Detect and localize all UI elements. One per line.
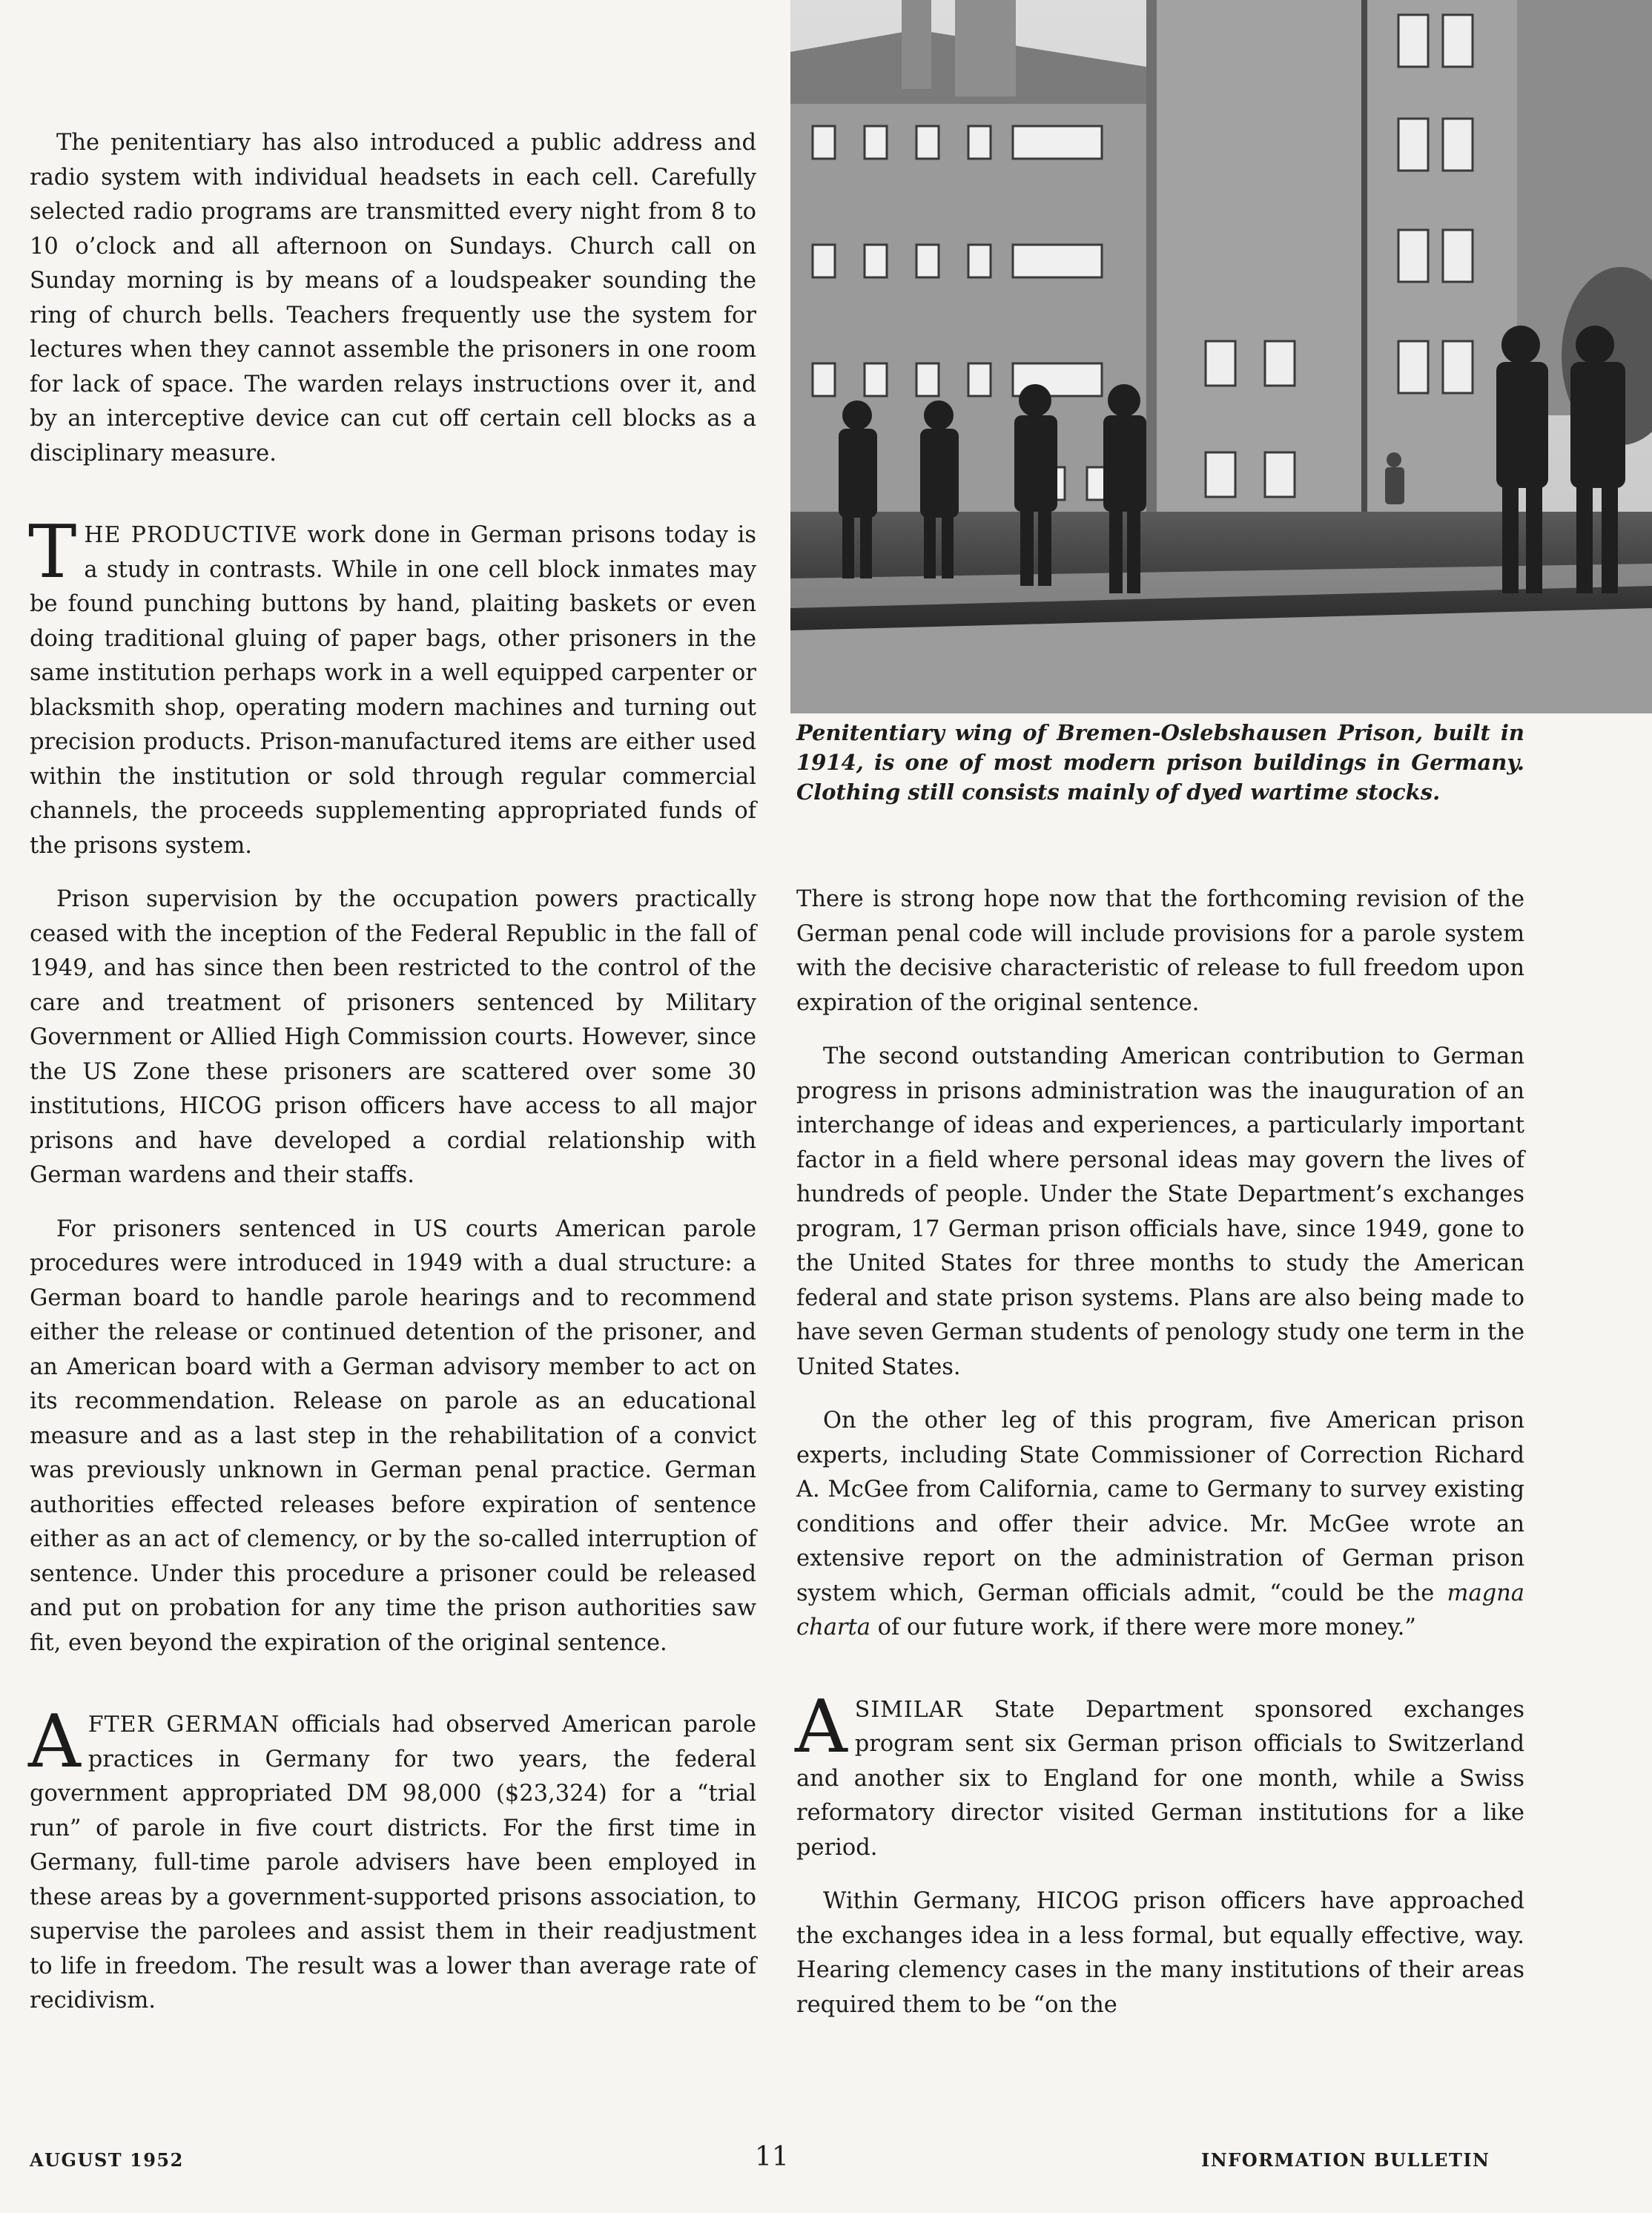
drop-cap: A xyxy=(795,1684,848,1770)
lead-in: SIMILAR xyxy=(854,1696,963,1723)
photo-caption: Penitentiary wing of Bremen-Oslebshausen Prison, built in 1914, is one of most modern prison buildings in Germany. Clothing still consists mainly of dyed wartime stocks. xyxy=(796,720,1524,805)
drop-cap: A xyxy=(28,1700,81,1784)
left-paragraph-5 xyxy=(28,1700,756,2019)
paragraph-body: State Department sponsored exchanges program sent six German prison officials to Switzerland and another six to England for one month, while a Swiss reformatory director visited German institutions for a like period. xyxy=(796,1696,1524,1861)
footer-date: AUGUST 1952 xyxy=(30,2149,184,2171)
prison-building-illustration xyxy=(790,0,1652,713)
paragraph-body: of our future work, if there were more money.” xyxy=(870,1615,1416,1640)
right-paragraph-5: Within Germany, HICOG prison officers have approached the exchanges idea in a less formal, but equally effective, way. Hearing clemency cases in the many institutions of their areas required them to be “on the xyxy=(796,1888,1524,2018)
page-number: 11 xyxy=(755,2142,789,2172)
drop-cap: T xyxy=(28,510,77,595)
right-paragraph-1: There is strong hope now that the forthcoming revision of the German penal code will include provisions for a parole system with the decisive characteristic of release to full freedom upon expiration of the original sentence. xyxy=(796,886,1524,1016)
lead-in: FTER GERMAN xyxy=(87,1712,280,1738)
left-paragraph-3: Prison supervision by the occupation powers practically ceased with the inception of the Federal Republic in the fall of 1949, and has since then been restricted to the control of the care and treatment of prisoners sentenced by Military Government or Allied High Commission courts. However, since the US Zone these prisoners are scattered over some 30 institutions, HICOG prison officers have access to all major prisons and have developed a cordial relationship with German wardens and their staffs. xyxy=(30,886,756,1188)
right-paragraph-4 xyxy=(795,1684,1524,1866)
left-column xyxy=(30,126,756,2019)
right-paragraph-3 xyxy=(796,1404,1524,1646)
lead-in: HE PRODUCTIVE xyxy=(84,522,298,548)
right-column xyxy=(796,883,1524,2022)
left-paragraph-2 xyxy=(28,510,757,863)
paragraph-body: work done in German prisons today is a study in contrasts. While in one cell block inmates may be found punching buttons by hand, plaiting baskets or even doing traditional gluing of paper bags, other prisoners in the same institution perhaps work in a well equipped carpenter or blacksmith shop, operating modern machines and turning out precision products. Prison-manufactured items are either used within the institution or sold through regular commercial channels, the proceeds supplementing appropriated funds of the prisons system. xyxy=(30,522,757,859)
right-paragraph-2: The second outstanding American contribution to German progress in prisons administration was the inauguration of an interchange of ideas and experiences, a particularly important factor in a field where personal ideas may govern the lives of hundreds of people. Under the State Department’s exchanges program, 17 German prison officials have, since 1949, gone to the United States for three months to study the American federal and state prison systems. Plans are also being made to have seven German students of penology study one term in the United States. xyxy=(796,1043,1524,1380)
left-paragraph-4: For prisoners sentenced in US courts American parole procedures were introduced in 1949 with a dual structure: a German board to handle parole hearings and to recommend either the release or continued detention of the prisoner, and an American board with a German advisory member to act on its recommendation. Release on parole as an educational measure and as a last step in the rehabilitation of a convict was previously unknown in German penal practice. German authorities effected releases before expiration of sentence either as an act of clemency, or by the so-called interruption of sentence. Under this procedure a prisoner could be released and put on probation for any time the prison authorities saw fit, even beyond the expiration of the original sentence. xyxy=(30,1216,756,1656)
paragraph-body: On the other leg of this program, five American prison experts, including State Commissioner of Correction Richard A. McGee from California, came to Germany to survey existing conditions and offer their advice. Mr. McGee wrote an extensive report on the administration of German prison system which, German officials admit, “could be the xyxy=(796,1408,1524,1606)
paragraph-body: officials had observed American parole practices in Germany for two years, the federal government appropriated DM 98,000 ($23,324) for a “trial run” of parole in five court districts. For the first time in Germany, full-time parole advisers have been employed in these areas by a government-supported prisons association, to supervise the parolees and assist them in their readjustment to life in freedom. The result was a lower than average rate of recidivism. xyxy=(30,1712,756,2014)
prison-photo xyxy=(790,0,1652,713)
left-paragraph-1: The penitentiary has also introduced a public address and radio system with individual headsets in each cell. Carefully selected radio programs are transmitted every night from 8 to 10 o’clock and all afternoon on Sundays. Church call on Sunday morning is by means of a loudspeaker sounding the ring of church bells. Teachers frequently use the system for lectures when they cannot assemble the prisoners in one room for lack of space. The warden relays instructions over it, and by an interceptive device can cut off certain cell blocks as a disciplinary measure. xyxy=(30,130,756,466)
emphasis-text: magna charta xyxy=(796,1580,1524,1640)
publication-name: INFORMATION BULLETIN xyxy=(1201,2149,1490,2171)
